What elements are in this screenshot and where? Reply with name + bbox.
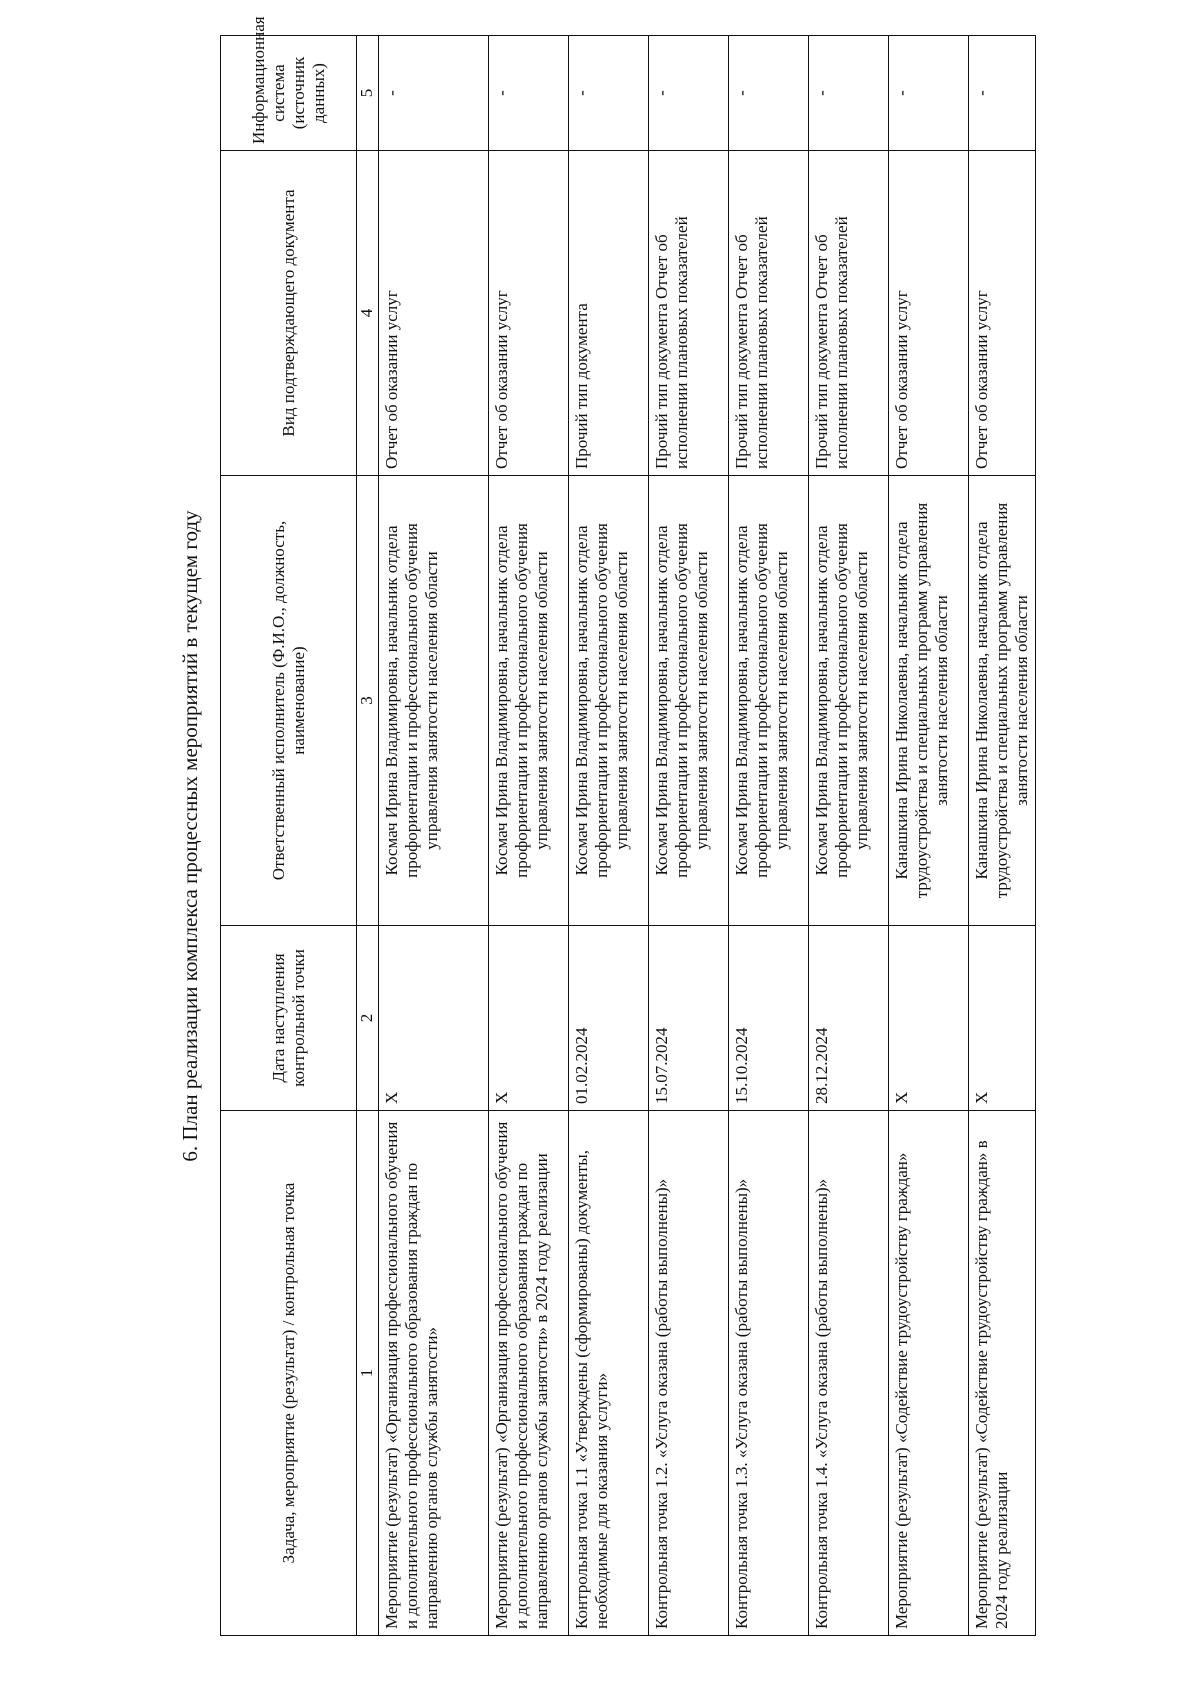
header-task: Задача, мероприятие (результат) / контрольная точка (221, 1111, 357, 1636)
column-number: 4 (357, 151, 379, 476)
table-row (889, 36, 969, 1636)
header-row (221, 36, 357, 1636)
row-executor: Космач Ирина Владимировна, начальник отдела профориентации и профессионального обучения управления занятости населения области (729, 476, 809, 926)
column-number: 1 (357, 1111, 379, 1636)
table-row (489, 36, 569, 1636)
header-date: Дата наступления контрольной точки (221, 926, 357, 1111)
row-system: - (649, 36, 729, 151)
column-number: 3 (357, 476, 379, 926)
row-document: Прочий тип документа (569, 151, 649, 476)
row-name: Контрольная точка 1.3. «Услуга оказана (работы выполнены)» (729, 1111, 809, 1636)
row-date: 01.02.2024 (569, 926, 649, 1111)
row-document: Прочий тип документа Отчет об исполнении плановых показателей (649, 151, 729, 476)
row-system: - (729, 36, 809, 151)
row-date: Х (379, 926, 489, 1111)
rotated-landscape-content (168, 16, 1031, 1636)
row-name: Мероприятие (результат) «Организация профессионального обучения и дополнительного профессионального образования граждан по направлению органов службы занятости» (379, 1111, 489, 1636)
row-executor: Космач Ирина Владимировна, начальник отдела профориентации и профессионального обучения управления занятости населения области (649, 476, 729, 926)
row-executor: Канашкина Ирина Николаевна, начальник отдела трудоустройства и специальных программ управления занятости населения области (969, 476, 1036, 926)
row-document: Отчет об оказании услуг (379, 151, 489, 476)
column-number: 2 (357, 926, 379, 1111)
row-system: - (569, 36, 649, 151)
row-system: - (969, 36, 1036, 151)
row-date: 15.07.2024 (649, 926, 729, 1111)
row-date: Х (489, 926, 569, 1111)
table-row (729, 36, 809, 1636)
column-number-row (357, 36, 379, 1636)
row-date: 15.10.2024 (729, 926, 809, 1111)
row-executor: Канашкина Ирина Николаевна, начальник отдела трудоустройства и специальных программ управления занятости населения области (889, 476, 969, 926)
row-document: Отчет об оказании услуг (969, 151, 1036, 476)
row-executor: Космач Ирина Владимировна, начальник отдела профориентации и профессионального обучения управления занятости населения области (569, 476, 649, 926)
row-date: 28.12.2024 (809, 926, 889, 1111)
row-system: - (489, 36, 569, 151)
row-name: Контрольная точка 1.2. «Услуга оказана (работы выполнены)» (649, 1111, 729, 1636)
plan-table (220, 16, 1036, 1636)
row-document: Прочий тип документа Отчет об исполнении плановых показателей (809, 151, 889, 476)
row-executor: Космач Ирина Владимировна, начальник отдела профориентации и профессионального обучения управления занятости населения области (809, 476, 889, 926)
row-document: Прочий тип документа Отчет об исполнении плановых показателей (729, 151, 809, 476)
header-document: Вид подтверждающего документа (221, 151, 357, 476)
row-document: Отчет об оказании услуг (889, 151, 969, 476)
header-system: Информационная система (источник данных) (221, 36, 357, 151)
table-row (809, 36, 889, 1636)
row-system: - (379, 36, 489, 151)
table-row (969, 36, 1036, 1636)
row-name: Контрольная точка 1.4. «Услуга оказана (работы выполнены)» (809, 1111, 889, 1636)
row-system: - (809, 36, 889, 151)
row-name: Мероприятие (результат) «Содействие трудоустройству граждан» в 2024 году реализации (969, 1111, 1036, 1636)
row-date: Х (969, 926, 1036, 1111)
header-executor: Ответственный исполнитель (Ф.И.О., должность, наименование) (221, 476, 357, 926)
row-executor: Космач Ирина Владимировна, начальник отдела профориентации и профессионального обучения управления занятости населения области (489, 476, 569, 926)
row-document: Отчет об оказании услуг (489, 151, 569, 476)
row-system: - (889, 36, 969, 151)
row-date: Х (889, 926, 969, 1111)
table-row (649, 36, 729, 1636)
table-row (379, 36, 489, 1636)
row-name: Контрольная точка 1.1 «Утверждены (сформированы) документы, необходимые для оказания услуги» (569, 1111, 649, 1636)
section-title: 6. План реализации комплекса процессных мероприятий в текущем году (178, 510, 202, 1162)
table-row (569, 36, 649, 1636)
row-name: Мероприятие (результат) «Содействие трудоустройству граждан» (889, 1111, 969, 1636)
column-number: 5 (357, 36, 379, 151)
row-name: Мероприятие (результат) «Организация профессионального обучения и дополнительного профессионального образования граждан по направлению органов службы занятости» в 2024 году реализации (489, 1111, 569, 1636)
row-executor: Космач Ирина Владимировна, начальник отдела профориентации и профессионального обучения управления занятости населения области (379, 476, 489, 926)
